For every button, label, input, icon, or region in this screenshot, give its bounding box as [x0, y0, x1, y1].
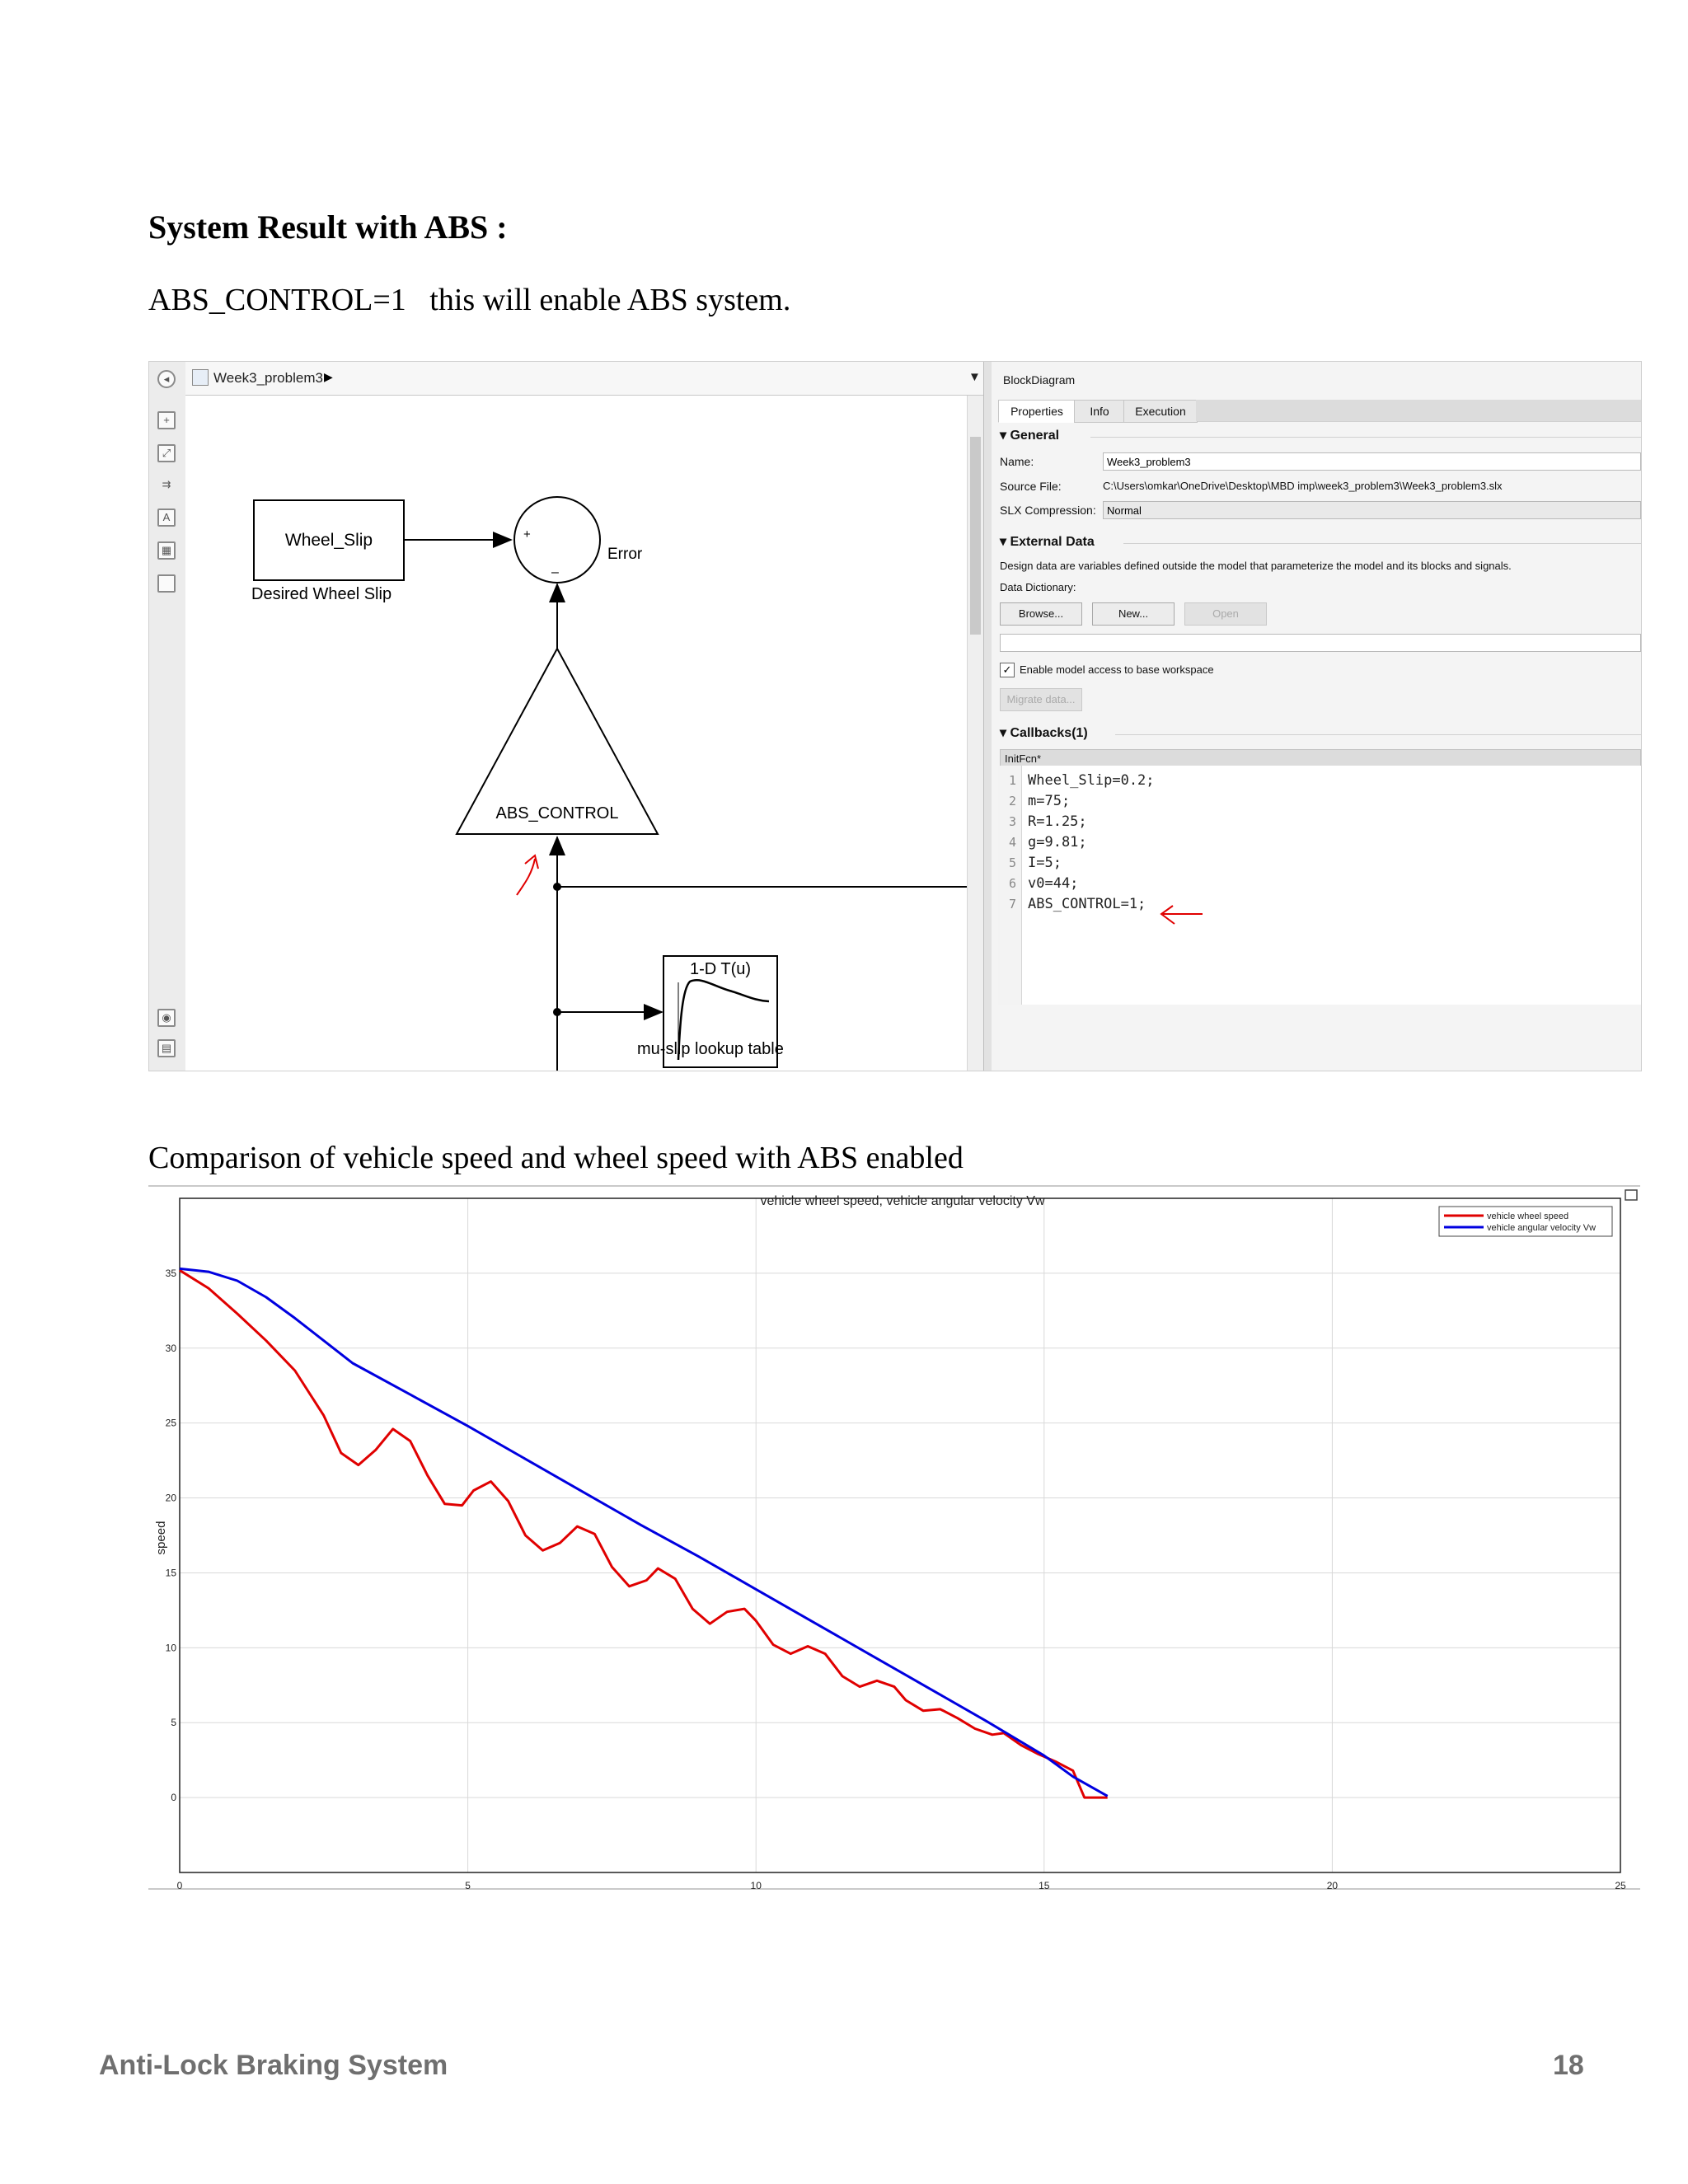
source-file-label: Source File: — [1000, 480, 1062, 493]
code-line-text: R=1.25; — [1028, 813, 1087, 830]
red-arrow-annotation — [1156, 904, 1206, 937]
tab-info[interactable]: Info — [1074, 400, 1125, 423]
code-line-text: g=9.81; — [1028, 834, 1087, 851]
area-icon[interactable] — [157, 574, 176, 593]
canvas-toolbar — [149, 362, 186, 1071]
code-line-number: 7 — [1008, 897, 1016, 912]
block-diagram-canvas[interactable] — [185, 396, 967, 1071]
x-tick-label: 25 — [1615, 1880, 1626, 1891]
wheel-slip-label[interactable]: Wheel_Slip — [284, 531, 373, 550]
y-tick-label: 5 — [171, 1717, 176, 1729]
open-button[interactable]: Open — [1184, 602, 1267, 626]
name-field[interactable]: Week3_problem3 — [1103, 452, 1641, 471]
mu-slip-lookup-caption: mu-slip lookup table — [637, 1040, 784, 1058]
zoom-icon[interactable]: + — [157, 411, 176, 429]
x-tick-label: 5 — [465, 1880, 471, 1891]
chart-title: vehicle wheel speed, vehicle angular velocity Vw — [760, 1194, 1045, 1208]
code-line-number: 4 — [1008, 835, 1016, 850]
code-line-text: v0=44; — [1028, 875, 1079, 892]
callback-code-editor[interactable] — [998, 766, 1641, 1005]
explorer-icon[interactable]: ▤ — [157, 1039, 176, 1057]
section-heading: System Result with ABS : — [148, 209, 508, 246]
code-line-number: 6 — [1008, 876, 1016, 891]
y-tick-label: 30 — [165, 1342, 176, 1354]
general-label: General — [1010, 429, 1060, 443]
y-tick-label: 0 — [171, 1792, 176, 1804]
canvas-scrollbar[interactable] — [967, 396, 984, 1071]
data-dictionary-field[interactable] — [1000, 634, 1641, 652]
fit-to-view-icon[interactable]: ⤢ — [157, 444, 176, 462]
code-line-number: 1 — [1008, 773, 1016, 788]
x-tick-label: 15 — [1039, 1880, 1050, 1891]
legend-entry: vehicle wheel speed — [1487, 1212, 1569, 1221]
breadcrumb-arrow-icon[interactable]: ▶ — [324, 370, 333, 383]
tab-properties[interactable]: Properties — [998, 400, 1076, 423]
desired-wheel-slip-caption: Desired Wheel Slip — [251, 585, 392, 603]
model-icon — [192, 369, 209, 386]
browse-button[interactable]: Browse... — [1000, 602, 1082, 626]
x-tick-label: 0 — [176, 1880, 183, 1891]
enable-base-label: Enable model access to base workspace — [1020, 663, 1214, 676]
comparison-caption: Comparison of vehicle speed and wheel speed with ABS enabled — [148, 1141, 964, 1175]
abs-control-description: ABS_CONTROL=1 this will enable ABS system. — [148, 283, 791, 317]
image-icon[interactable]: ▦ — [157, 541, 176, 560]
y-axis-label: speed — [154, 1521, 168, 1555]
lookup-title: 1-D T(u) — [689, 960, 752, 978]
callbacks-section-header[interactable]: ▾ Callbacks(1) — [1000, 726, 1088, 740]
abs-control-label[interactable]: ABS_CONTROL — [495, 804, 619, 823]
slx-compression-label: SLX Compression: — [1000, 504, 1096, 517]
signal-arrows-icon[interactable]: ⇉ — [162, 478, 171, 490]
migrate-data-button[interactable]: Migrate data... — [1000, 688, 1082, 711]
footer-title: Anti-Lock Braking System — [99, 2050, 448, 2081]
new-button[interactable]: New... — [1092, 602, 1175, 626]
annotation-icon[interactable]: A — [157, 509, 176, 527]
initfcn-callback-item[interactable]: InitFcn* — [1005, 752, 1042, 765]
x-tick-label: 20 — [1326, 1880, 1339, 1891]
external-data-label: External Data — [1010, 535, 1095, 549]
x-tick-label: 10 — [750, 1880, 762, 1891]
breadcrumb-model-name[interactable]: Week3_problem3 — [213, 370, 323, 386]
speed-comparison-chart — [148, 1183, 1640, 1892]
inspector-title: BlockDiagram — [1003, 373, 1076, 387]
slx-compression-select[interactable]: Normal — [1103, 501, 1641, 519]
code-line-text: m=75; — [1028, 793, 1071, 809]
data-dictionary-label: Data Dictionary: — [1000, 581, 1076, 593]
external-data-description: Design data are variables defined outside the model that parameterize the model and its blocks and signals. — [1000, 560, 1512, 572]
scrollbar-thumb[interactable] — [970, 437, 981, 635]
code-line-number: 5 — [1008, 855, 1016, 870]
name-label: Name: — [1000, 455, 1034, 468]
code-line-text: Wheel_Slip=0.2; — [1028, 772, 1155, 789]
y-tick-label: 35 — [165, 1267, 176, 1279]
external-data-section-header[interactable]: ▾ External Data — [1000, 535, 1095, 549]
hide-show-icon[interactable]: ◂ — [157, 370, 176, 388]
y-tick-label: 10 — [165, 1642, 176, 1654]
sum-minus-sign: – — [551, 565, 559, 579]
y-tick-label: 25 — [165, 1417, 176, 1429]
code-line-text: ABS_CONTROL=1; — [1028, 896, 1146, 912]
sum-plus-sign: + — [523, 527, 531, 541]
simulink-screenshot — [148, 361, 1642, 1071]
code-line-number: 3 — [1008, 814, 1016, 829]
code-line-number: 2 — [1008, 794, 1016, 808]
enable-base-checkbox[interactable]: ✓ — [1000, 663, 1015, 677]
tab-execution[interactable]: Execution — [1123, 400, 1198, 423]
error-signal-label: Error — [607, 546, 643, 563]
dropdown-arrow-icon[interactable]: ▼ — [968, 370, 981, 384]
code-line-text: I=5; — [1028, 855, 1062, 871]
model-breadcrumb-bar — [185, 362, 983, 396]
page-number: 18 — [1553, 2050, 1584, 2081]
source-file-value: C:\Users\omkar\OneDrive\Desktop\MBD imp\week3_problem3\Week3_problem3.slx — [1103, 480, 1503, 492]
y-tick-label: 15 — [165, 1567, 176, 1579]
camera-icon[interactable]: ◉ — [157, 1009, 176, 1027]
callbacks-label: Callbacks(1) — [1010, 726, 1088, 740]
legend-entry: vehicle angular velocity Vw — [1487, 1223, 1597, 1233]
property-inspector — [992, 362, 1641, 1071]
y-tick-label: 20 — [165, 1492, 176, 1504]
general-section-header[interactable]: ▾ General — [1000, 429, 1060, 443]
